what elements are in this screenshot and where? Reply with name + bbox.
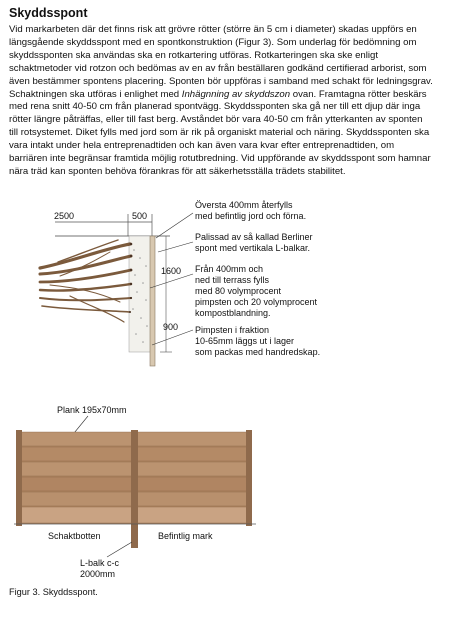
note-backfill-line1: Översta 400mm återfylls bbox=[195, 200, 293, 210]
section-diagram bbox=[40, 200, 320, 366]
note-fill-line2: ned till terrass fylls bbox=[195, 275, 270, 285]
paragraph-line: Vid markarbeten där det finns risk att grövre rötter (större än 5 cm i diameter) skadas uppförs en bbox=[9, 24, 417, 35]
paragraph-line: även bestämmer spontens placering. Sponten bör uppföras i samband med schakt för ledningsgrav. bbox=[9, 75, 433, 87]
befintlig-mark-label: Befintlig mark bbox=[158, 531, 213, 541]
tree-roots bbox=[40, 240, 131, 322]
paragraph-line: schaktmetoder vid rotzon och bedömas av en av från beställaren godkänd certifierad arborist, som bbox=[9, 62, 427, 74]
note-fill-line5: kompostblandning. bbox=[195, 308, 271, 318]
lbalk-label-line1: L-balk c-c bbox=[80, 558, 120, 568]
dimension-label-2500: 2500 bbox=[54, 211, 75, 221]
paragraph-line: till rotsystemet. Diket fylls med jord som är rik på organiskt material och näring. Skyddssponten ska bbox=[9, 127, 430, 139]
note-fill-line4: pimpsten och 20 volymprocent bbox=[195, 297, 318, 307]
sheet-pile-wall bbox=[150, 236, 155, 366]
paragraph-line: rötter längre påträffas, eller till fast berg. Avståndet bör vara 40-50 cm från ytterkanten av sponten bbox=[9, 114, 423, 126]
fence-post-middle bbox=[131, 430, 138, 548]
dimension-label-500: 500 bbox=[132, 211, 148, 221]
lbalk-leader bbox=[107, 542, 132, 557]
paragraph-text: ovan. Framtagna rötter beskärs bbox=[290, 88, 427, 100]
paragraph-line: nära träd kan sponten behöva förankras för att säkerhetsställa trädets stabilitet. bbox=[9, 165, 346, 177]
note-fill-line1: Från 400mm och bbox=[195, 264, 264, 274]
note-backfill-line2: med befintlig jord och förna. bbox=[195, 211, 307, 221]
paragraph-line: vara intakt under hela entreprenadtiden och kan även vara kvar efter entreprenadtiden, om bbox=[9, 140, 395, 152]
dimension-label-1600: 1600 bbox=[161, 266, 182, 276]
paragraph-line: med rena snitt 40-50 cm från planerad spontvägg. Skyddssponten ska gå ner till ett djup där inga bbox=[9, 101, 421, 113]
plank-label: Plank 195x70mm bbox=[57, 405, 127, 415]
note-palisade-line1: Palissad av så kallad Berliner bbox=[195, 232, 313, 242]
fence-post-left bbox=[16, 430, 22, 526]
dimension-label-900: 900 bbox=[163, 322, 179, 332]
section-heading: Skyddsspont bbox=[9, 6, 88, 20]
note-fill-line3: med 80 volymprocent bbox=[195, 286, 282, 296]
paragraph-italic-reference: Inhägnning av skyddszon bbox=[181, 88, 291, 100]
lbalk-label-line2: 2000mm bbox=[80, 569, 116, 579]
fence-post-right bbox=[246, 430, 252, 526]
paragraph-line: barriären inte begränsar framtida möjlig rotutbredning. Vid uppförande av skyddsspont som hamnar bbox=[9, 153, 431, 165]
trench-fill bbox=[129, 236, 152, 352]
fence-diagram bbox=[14, 405, 256, 579]
paragraph-line: skyddssponten ska användas ska en rotkartering utföras. Rotkarteringen ska ske enligt bbox=[9, 49, 379, 61]
note-pumice-line2: 10-65mm läggs ut i lager bbox=[195, 336, 295, 346]
paragraph-text: Schaktningen ska utföras i enlighet med bbox=[9, 88, 182, 100]
note-pumice-line1: Pimpsten i fraktion bbox=[195, 325, 270, 335]
figure-caption: Figur 3. Skyddsspont. bbox=[9, 587, 98, 597]
note-palisade-line2: spont med vertikala L-balkar. bbox=[195, 243, 311, 253]
schaktbotten-label: Schaktbotten bbox=[48, 531, 101, 541]
paragraph-line: längsgående skyddsspont med en spontkonstruktion (Figur 3). Som underlag för bedömning om bbox=[9, 36, 417, 48]
note-pumice-line3: som packas med handredskap. bbox=[195, 347, 321, 357]
